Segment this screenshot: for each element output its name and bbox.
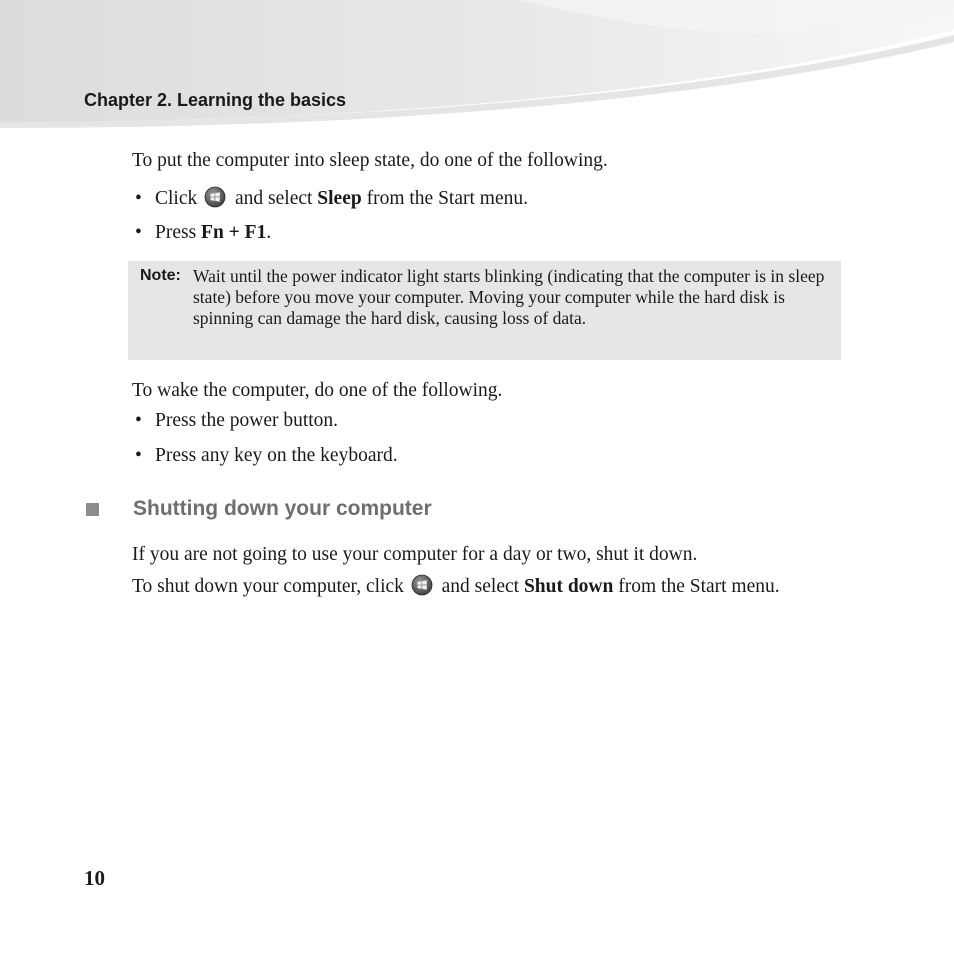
sleep-bullet-click: • Click and select Sleep from the Start menu. bbox=[135, 188, 528, 209]
bullet-dot: • bbox=[135, 188, 142, 209]
note-text: Wait until the power indicator light starts blinking (indicating that the computer is in sleep state) before you move your computer. Moving your computer while the hard disk is spinning can damage the hard disk, causing loss of data. bbox=[193, 266, 825, 328]
bullet-dot: • bbox=[135, 410, 142, 431]
page-number: 10 bbox=[84, 866, 105, 890]
chapter-title: Chapter 2. Learning the basics bbox=[84, 90, 347, 110]
header-swoosh bbox=[0, 0, 954, 135]
wake-bullet-key: • Press any key on the keyboard. bbox=[135, 445, 398, 466]
note-label: Note: bbox=[140, 267, 181, 284]
bullet-dot: • bbox=[135, 445, 142, 466]
sleep-intro: To put the computer into sleep state, do one of the following. bbox=[132, 150, 608, 171]
shutdown-para: If you are not going to use your computer for a day or two, shut it down. bbox=[132, 544, 698, 565]
bullet-dot: • bbox=[135, 222, 142, 243]
note-box bbox=[128, 261, 841, 360]
sleep-bullet-press: • Press Fn + F1. bbox=[135, 222, 272, 243]
section-marker-icon bbox=[86, 503, 99, 516]
windows-start-icon bbox=[204, 186, 226, 208]
wake-intro: To wake the computer, do one of the following. bbox=[132, 380, 503, 401]
section-heading: Shutting down your computer bbox=[133, 497, 432, 520]
shutdown-instruction: To shut down your computer, click and select Shut down from the Start menu. bbox=[132, 576, 780, 597]
windows-start-icon bbox=[411, 574, 433, 596]
wake-bullet-power: • Press the power button. bbox=[135, 410, 339, 431]
